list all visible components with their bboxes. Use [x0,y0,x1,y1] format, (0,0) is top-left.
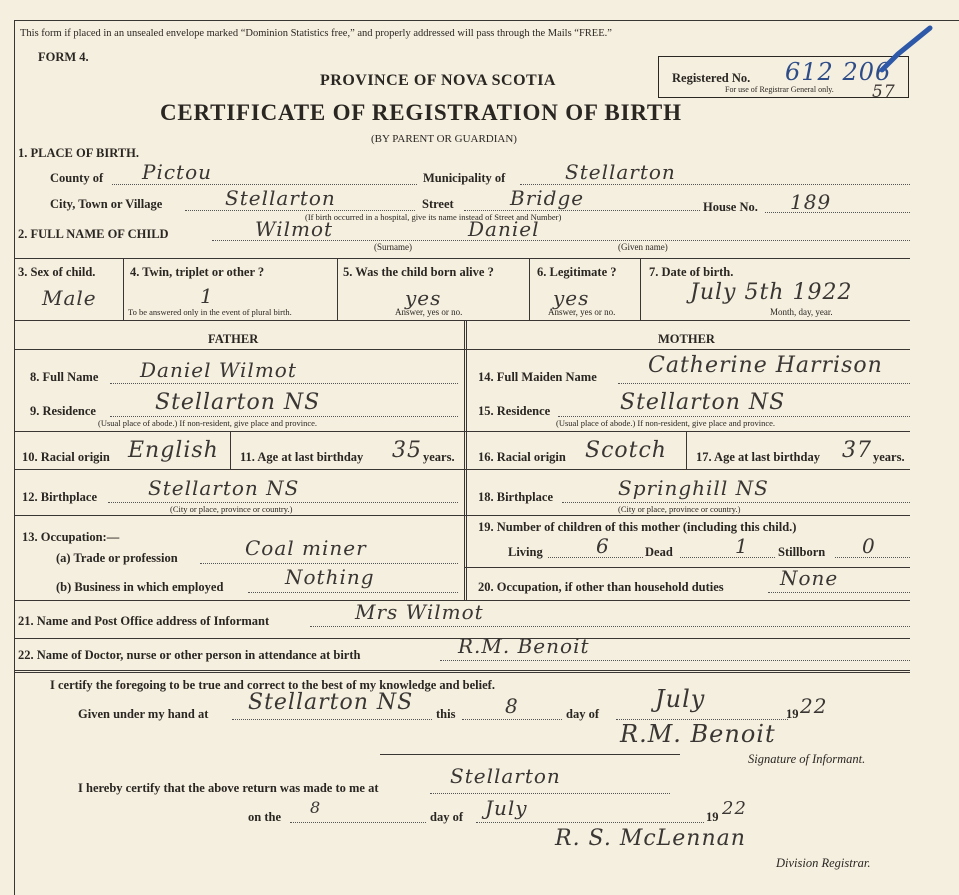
city-label: City, Town or Village [50,197,163,211]
father-years-label: years. [423,450,455,464]
place-of-birth-heading: 1. PLACE OF BIRTH. [18,146,139,160]
mother-dead-value: 1 [735,534,749,558]
registration-margin-mark: 57 [872,82,896,102]
father-residence-note: (Usual place of abode.) If non-resident, give place and province. [98,418,318,428]
registrar-month: July [485,796,528,820]
informant-signature-label: Signature of Informant. [748,752,866,766]
mother-name-label: 14. Full Maiden Name [478,370,597,384]
legitimate-label: 6. Legitimate ? [537,265,617,279]
this-label: this [436,707,456,721]
registrar-on-the-label: on the [248,810,281,824]
province-title: PROVINCE OF NOVA SCOTIA [320,72,556,89]
left-border [14,20,15,895]
given-place-value: Stellarton NS [248,690,414,715]
registrar-statement: I hereby certify that the above return was made to me at [78,781,379,795]
father-residence-label: 9. Residence [30,404,96,418]
mother-racial-value: Scotch [585,438,667,463]
mother-birthplace-value: Springhill NS [618,476,769,500]
child-surname: Wilmot [255,217,334,241]
page-subtitle: (BY PARENT OR GUARDIAN) [371,133,517,145]
certification-day-of-label: day of [566,707,599,721]
father-racial-label: 10. Racial origin [22,450,110,464]
doctor-value: R.M. Benoit [458,634,590,658]
mother-years-label: years. [873,450,905,464]
mother-occupation-label: 20. Occupation, if other than household duties [478,580,724,594]
mother-heading: MOTHER [658,332,715,346]
form-number: FORM 4. [38,50,89,64]
county-value: Pictou [142,160,213,184]
father-residence-value: Stellarton NS [155,390,321,415]
given-caption: (Given name) [618,242,668,252]
surname-caption: (Surname) [374,242,412,252]
mother-age-value: 37 [842,438,872,463]
father-name-value: Daniel Wilmot [140,358,297,382]
mother-residence-value: Stellarton NS [620,390,786,415]
house-value: 189 [790,190,832,214]
father-name-label: 8. Full Name [30,370,99,384]
child-name-label: 2. FULL NAME OF CHILD [18,227,169,241]
blue-check-mark [878,24,934,74]
mother-living-label: Living [508,545,543,559]
mother-dead-label: Dead [645,545,673,559]
father-birthplace-note: (City or place, province or country.) [170,504,293,514]
registrar-signature: R. S. McLennan [555,826,746,851]
father-trade-label: (a) Trade or profession [56,551,178,565]
date-of-birth-label: 7. Date of birth. [649,265,734,279]
registrar-year-prefix: 19 [706,810,719,824]
father-age-value: 35 [392,438,422,463]
father-racial-value: English [128,438,219,463]
father-heading: FATHER [208,332,259,346]
mother-residence-label: 15. Residence [478,404,551,418]
mother-living-value: 6 [596,534,610,558]
mother-stillborn-label: Stillborn [778,545,826,559]
postal-notice: This form if placed in an unsealed envelope marked “Dominion Statistics free,” and properly addressed will pass through the Mails “FREE.” [20,28,612,39]
county-label: County of [50,171,104,185]
sex-value: Male [42,286,97,310]
registration-label: Registered No. [672,71,751,85]
given-under-label: Given under my hand at [78,707,209,721]
mother-stillborn-value: 0 [862,534,876,558]
father-occupation-label: 13. Occupation:— [22,530,120,544]
sex-label: 3. Sex of child. [18,265,96,279]
street-value: Bridge [510,186,585,210]
street-label: Street [422,197,454,211]
father-business-label: (b) Business in which employed [56,580,224,594]
municipality-label: Municipality of [423,171,506,185]
registration-number: 612 206 [785,58,892,86]
mother-name-value: Catherine Harrison [648,353,883,378]
twin-label: 4. Twin, triplet or other ? [130,265,265,279]
registration-note: For use of Registrar General only. [725,85,834,94]
date-of-birth-note: Month, day, year. [770,307,833,317]
alive-value: yes [405,286,442,310]
mother-children-label: 19. Number of children of this mother (including this child.) [478,520,797,534]
certification-month: July [655,685,706,713]
father-birthplace-value: Stellarton NS [148,476,300,500]
mother-racial-label: 16. Racial origin [478,450,566,464]
certification-year: 22 [800,694,828,718]
legitimate-note: Answer, yes or no. [548,307,616,317]
twin-note: To be answered only in the event of plural birth. [128,307,292,317]
father-trade-value: Coal miner [245,536,367,560]
twin-value: 1 [200,284,214,308]
mother-birthplace-note: (City or place, province or country.) [618,504,741,514]
alive-label: 5. Was the child born alive ? [343,265,494,279]
father-business-value: Nothing [285,565,375,589]
certification-day: 8 [505,694,519,718]
legitimate-value: yes [553,286,590,310]
city-value: Stellarton [225,186,336,210]
hospital-note: (If birth occurred in a hospital, give its name instead of Street and Number) [305,212,562,222]
mother-residence-note: (Usual place of abode.) If non-resident, give place and province. [556,418,776,428]
informant-label: 21. Name and Post Office address of Informant [18,614,270,628]
doctor-label: 22. Name of Doctor, nurse or other person in attendance at birth [18,648,361,662]
informant-signature: R.M. Benoit [620,720,776,748]
mother-age-label: 17. Age at last birthday [696,450,820,464]
child-given-name: Daniel [468,217,540,241]
registrar-signature-label: Division Registrar. [776,856,871,870]
mother-occupation-value: None [780,566,839,590]
registrar-day-of-label: day of [430,810,463,824]
municipality-value: Stellarton [565,160,676,184]
father-birthplace-label: 12. Birthplace [22,490,97,504]
top-border [14,20,959,21]
registrar-day: 8 [310,798,322,817]
certification-statement: I certify the foregoing to be true and correct to the best of my knowledge and belief. [50,678,495,692]
registrar-year: 22 [722,798,747,819]
registrar-place: Stellarton [450,764,561,788]
informant-value: Mrs Wilmot [355,600,484,624]
house-label: House No. [703,200,758,214]
mother-birthplace-label: 18. Birthplace [478,490,553,504]
date-of-birth-value: July 5th 1922 [690,280,853,305]
alive-note: Answer, yes or no. [395,307,463,317]
page-title: CERTIFICATE OF REGISTRATION OF BIRTH [160,100,682,125]
certification-year-prefix: 19 [786,707,799,721]
father-age-label: 11. Age at last birthday [240,450,364,464]
